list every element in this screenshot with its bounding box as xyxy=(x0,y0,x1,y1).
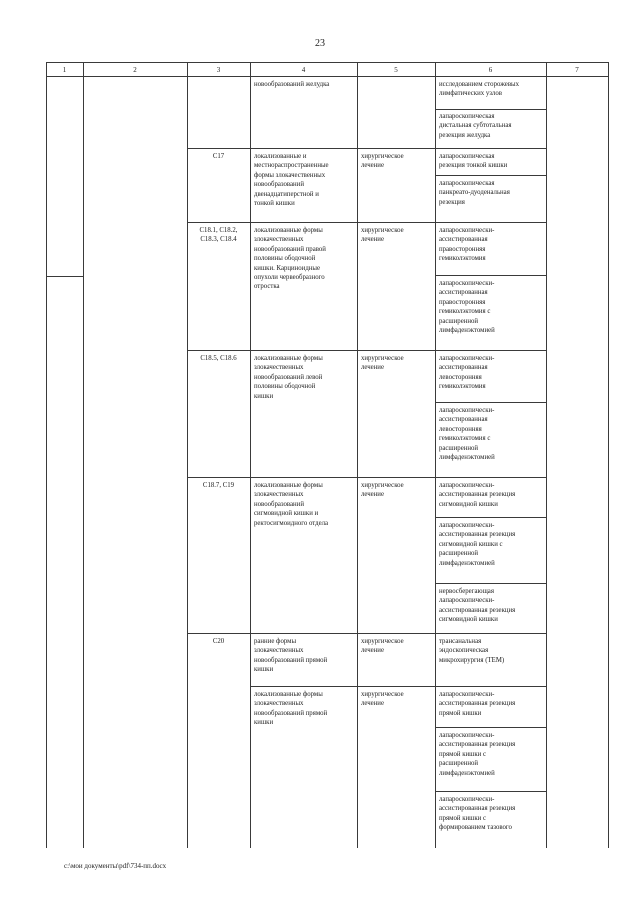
subrow-divider xyxy=(435,633,546,634)
treatment-method: лапароскопически- ассистированная левосторонняя гемиколэктомия с расширенной лимфаденэктомией xyxy=(439,407,495,462)
treatment-type: хирургическое лечение xyxy=(361,691,404,708)
subrow-divider xyxy=(435,517,546,518)
icd-code: C17 xyxy=(212,153,225,160)
subrow-divider xyxy=(435,275,546,276)
page-number: 23 xyxy=(315,38,325,49)
row-divider xyxy=(187,148,435,149)
subrow-divider xyxy=(435,727,546,728)
subrow-divider xyxy=(435,350,546,351)
treatment-method: лапароскопическая дистальная субтотальная резекция желудка xyxy=(439,113,512,139)
row-divider xyxy=(187,222,435,223)
treatment-method: трансанальная эндоскопическая микрохирургия (ТЕМ) xyxy=(439,638,505,664)
treatment-type: хирургическое лечение xyxy=(361,638,404,655)
treatment-method: лапароскопически- ассистированная левосторонняя гемиколэктомия xyxy=(439,355,495,391)
treatment-method: лапароскопическая резекция тонкой кишки xyxy=(439,153,508,170)
subrow-divider xyxy=(435,686,546,687)
column-divider xyxy=(187,62,188,848)
treatment-method: лапароскопически- ассистированная правосторонняя гемиколэктомия с расширенной лимфаденэктомией xyxy=(439,280,495,335)
row-divider xyxy=(187,350,435,351)
icd-code: C18.7, C19 xyxy=(202,482,235,489)
header-col-6: 6 xyxy=(488,66,493,74)
treatment-method: исследованием сторожевых лимфатических узлов xyxy=(439,81,519,98)
column-divider xyxy=(250,62,251,848)
treatment-type: хирургическое лечение xyxy=(361,482,404,499)
column-divider xyxy=(546,62,547,848)
header-col-7: 7 xyxy=(575,66,579,74)
treatment-method: лапароскопически- ассистированная правосторонняя гемиколэктомия xyxy=(439,227,495,263)
subrow-divider xyxy=(435,175,546,176)
subrow-divider xyxy=(435,583,546,584)
diagnosis-text: локализованные формы злокачественных новообразований левой половины ободочной кишки xyxy=(254,355,323,400)
diagnosis-text: локализованные формы злокачественных новообразований прямой кишки xyxy=(254,691,328,727)
subrow-divider xyxy=(435,148,546,149)
row-divider xyxy=(187,633,435,634)
subrow-divider xyxy=(435,402,546,403)
column-divider xyxy=(357,62,358,848)
treatment-method: лапароскопически- ассистированная резекция прямой кишки xyxy=(439,691,516,717)
diagnosis-text: локализованные формы злокачественных новообразований сигмовидной кишки и ректосигмоидного отдела xyxy=(254,482,329,527)
header-col-1: 1 xyxy=(62,66,67,74)
treatment-method: лапароскопически- ассистированная резекция сигмовидной кишки xyxy=(439,482,516,508)
column-divider xyxy=(83,62,84,848)
header-col-5: 5 xyxy=(394,66,398,74)
subrow-divider xyxy=(435,477,546,478)
table-border-right xyxy=(608,62,609,848)
treatment-type: хирургическое лечение xyxy=(361,153,404,170)
header-col-2: 2 xyxy=(133,66,137,74)
header-col-4: 4 xyxy=(301,66,306,74)
diagnosis-text: новообразований желудка xyxy=(254,81,330,88)
header-col-3: 3 xyxy=(216,66,221,74)
row-divider xyxy=(250,686,435,687)
icd-code: C18.5, C18.6 xyxy=(200,355,237,362)
icd-code: C18.1, C18.2, C18.3, C18.4 xyxy=(199,227,238,244)
treatment-method: нервосберегающая лапароскопически- ассистированная резекция сигмовидной кишки xyxy=(439,588,516,624)
diagnosis-text: локализованные и местнораспространенные формы злокачественных новообразований двенадцатиперстной и тонкой кишки xyxy=(254,153,329,208)
treatment-method: лапароскопически- ассистированная резекция сигмовидной кишки с расширенной лимфаденэктомией xyxy=(439,522,516,567)
diagnosis-text: локализованные формы злокачественных новообразований правой половины ободочной кишки. Карциноидные опухоли червеобразного отростка xyxy=(254,227,326,291)
subrow-divider xyxy=(435,109,546,110)
treatment-method: лапароскопически- ассистированная резекция прямой кишки с формированием тазового xyxy=(439,796,516,832)
treatment-method: лапароскопически- ассистированная резекция прямой кишки с расширенной лимфаденэктомией xyxy=(439,732,516,777)
row-divider xyxy=(46,276,83,277)
diagnosis-text: ранние формы злокачественных новообразований прямой кишки xyxy=(254,638,328,674)
footer-file-path: c:\мои документы\pdf\734-пп.docx xyxy=(64,862,167,870)
column-divider xyxy=(435,62,436,848)
row-divider xyxy=(187,477,435,478)
treatment-type: хирургическое лечение xyxy=(361,227,404,244)
table-border-left xyxy=(46,62,47,848)
subrow-divider xyxy=(435,791,546,792)
icd-code: C20 xyxy=(212,638,225,645)
treatment-type: хирургическое лечение xyxy=(361,355,404,372)
subrow-divider xyxy=(435,222,546,223)
header-divider xyxy=(46,76,609,77)
table-border-top xyxy=(46,62,609,63)
treatment-method: лапароскопическая панкреато-дуоденальная резекция xyxy=(439,180,510,206)
